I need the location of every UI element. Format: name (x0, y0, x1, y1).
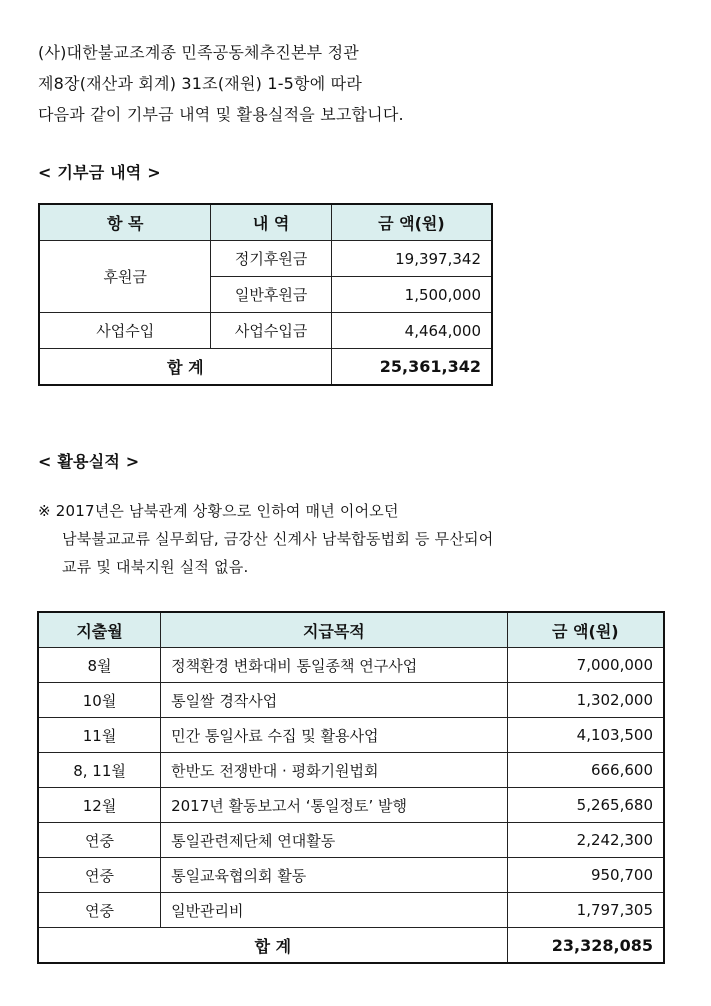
amount-cell: 1,302,000 (507, 683, 664, 718)
header-item: 항 목 (39, 204, 211, 241)
table-row (38, 893, 664, 928)
month-cell: 8월 (38, 648, 161, 683)
header-amount: 금 액(원) (331, 204, 492, 241)
detail-cell: 일반후원금 (211, 277, 331, 313)
donation-table (38, 203, 493, 386)
intro-line-2: 제8장(재산과 회계) 31조(재원) 1-5항에 따라 (38, 74, 362, 93)
amount-cell: 2,242,300 (507, 823, 664, 858)
month-cell: 10월 (38, 683, 161, 718)
month-cell: 연중 (38, 823, 161, 858)
amount-cell: 4,103,500 (507, 718, 664, 753)
amount-cell: 1,500,000 (331, 277, 492, 313)
header-month: 지출월 (38, 612, 161, 648)
table-row (38, 788, 664, 823)
total-label: 합 계 (38, 928, 507, 964)
usage-note-line-2: 남북불교교류 실무회담, 금강산 신계사 남북합동법회 등 무산되어 (62, 530, 494, 548)
month-cell: 11월 (38, 718, 161, 753)
month-cell: 연중 (38, 858, 161, 893)
usage-header-row (38, 612, 664, 648)
table-row (39, 241, 492, 277)
amount-cell: 666,600 (507, 753, 664, 788)
purpose-cell: 통일관련제단체 연대활동 (161, 823, 508, 858)
purpose-cell: 정책환경 변화대비 통일종책 연구사업 (161, 648, 508, 683)
amount-cell: 19,397,342 (331, 241, 492, 277)
intro-line-1: (사)대한불교조계종 민족공동체추진본부 정관 (38, 43, 359, 62)
table-row (38, 823, 664, 858)
table-row (38, 858, 664, 893)
group-label: 사업수입 (39, 313, 211, 349)
total-amount: 25,361,342 (331, 349, 492, 386)
detail-cell: 사업수입금 (211, 313, 331, 349)
purpose-cell: 통일교육협의회 활동 (161, 858, 508, 893)
purpose-cell: 민간 통일사료 수집 및 활용사업 (161, 718, 508, 753)
header-purpose: 지급목적 (161, 612, 508, 648)
purpose-cell: 일반관리비 (161, 893, 508, 928)
donation-heading: < 기부금 내역 > (38, 163, 161, 182)
purpose-cell: 2017년 활동보고서 ‘통일정토’ 발행 (161, 788, 508, 823)
usage-note-line-1: ※ 2017년은 남북관계 상황으로 인하여 매년 이어오던 (38, 502, 399, 520)
intro-line-3: 다음과 같이 기부금 내역 및 활용실적을 보고합니다. (38, 105, 404, 124)
total-amount: 23,328,085 (507, 928, 664, 964)
table-row (39, 313, 492, 349)
group-label: 후원금 (39, 241, 211, 313)
usage-table (37, 611, 665, 964)
purpose-cell: 통일쌀 경작사업 (161, 683, 508, 718)
purpose-cell: 한반도 전쟁반대 · 평화기원법회 (161, 753, 508, 788)
month-cell: 연중 (38, 893, 161, 928)
header-amount: 금 액(원) (507, 612, 664, 648)
total-row (38, 928, 664, 964)
usage-note-line-3: 교류 및 대북지원 실적 없음. (62, 558, 249, 576)
table-row (38, 753, 664, 788)
amount-cell: 950,700 (507, 858, 664, 893)
detail-cell: 정기후원금 (211, 241, 331, 277)
total-row (39, 349, 492, 386)
table-row (38, 718, 664, 753)
table-row (38, 683, 664, 718)
table-row (38, 648, 664, 683)
month-cell: 12월 (38, 788, 161, 823)
total-label: 합 계 (39, 349, 331, 386)
amount-cell: 7,000,000 (507, 648, 664, 683)
month-cell: 8, 11월 (38, 753, 161, 788)
amount-cell: 5,265,680 (507, 788, 664, 823)
usage-heading: < 활용실적 > (38, 452, 140, 471)
amount-cell: 4,464,000 (331, 313, 492, 349)
donation-header-row (39, 204, 492, 241)
header-detail: 내 역 (211, 204, 331, 241)
amount-cell: 1,797,305 (507, 893, 664, 928)
